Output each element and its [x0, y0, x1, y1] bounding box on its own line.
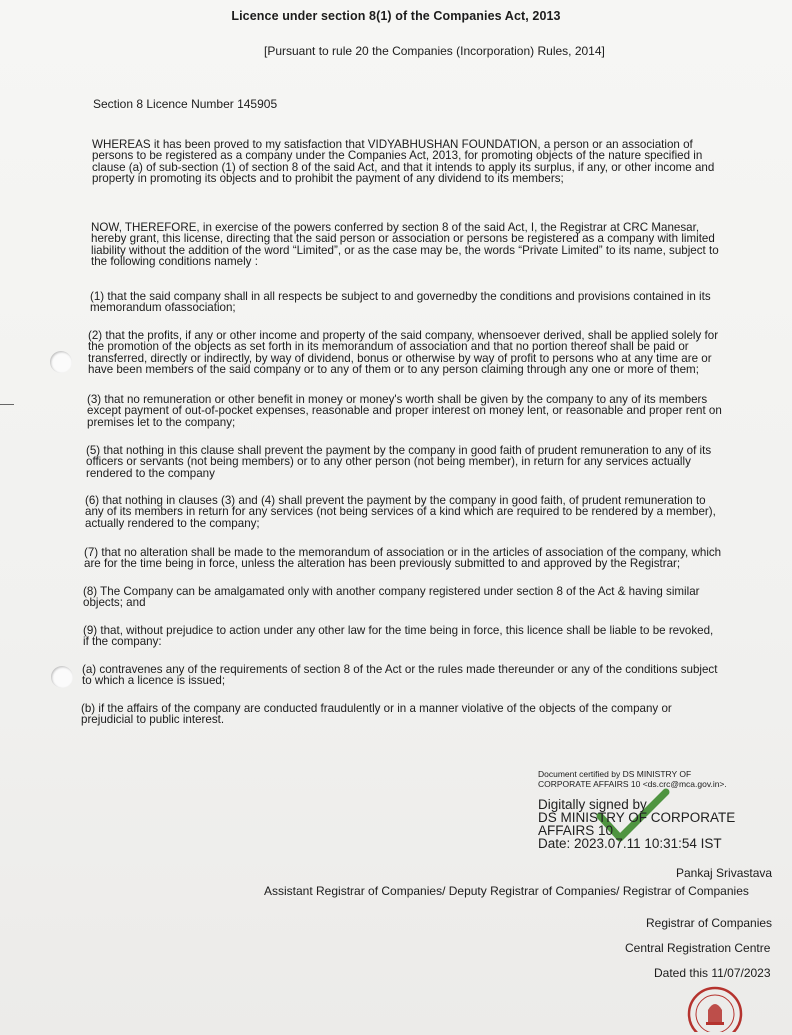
document-title: Licence under section 8(1) of the Companies Act, 2013: [231, 9, 561, 23]
condition-1: (1) that the said company shall in all respects be subject to and governedby the conditions and provisions contained in its memorandum ofassociation;: [90, 290, 711, 315]
registrar-title: Registrar of Companies: [646, 916, 773, 930]
document-subtitle: [Pursuant to rule 20 the Companies (Incorporation) Rules, 2014]: [264, 44, 605, 58]
margin-mark: [0, 404, 14, 405]
condition-a: (a) contravenes any of the requirements of section 8 of the Act or the rules made thereunder or any of the conditions subject to which a licence is issued;: [82, 663, 718, 688]
condition-6: (6) that nothing in clauses (3) and (4) shall prevent the payment by the company in good faith, of prudent remuneration to any of its members in return for any services (not being services of a kind which are required to be rendered by a member), actually rendered to the company;: [85, 494, 716, 530]
condition-5: (5) that nothing in this clause shall prevent the payment by the company in good faith of prudent remuneration to any of its officers or servants (not being members) or to any other person (not being member), in return for any services actually rendered to the company: [86, 444, 712, 480]
condition-7: (7) that no alteration shall be made to the memorandum of association or in the articles of association of the company, which are for the time being in force, unless the alteration has been previously submitted to and approved by the Registrar;: [84, 546, 722, 571]
condition-2: (2) that the profits, if any or other income and property of the said company, whensoever derived, shall be applied solely for the promotion of the objects as set forth in its memorandum of association and that no portion thereof shall be paid or transferred, directly or indirectly, by way of dividend, bonus or otherwise by way of profit to persons who at any time are or have been members of the said company or to any of them or to any person claiming through any one or more of them;: [88, 329, 719, 376]
condition-8: (8) The Company can be amalgamated only with another company registered under section 8 of the Act & having similar objects; and: [83, 585, 700, 610]
now-therefore-paragraph: NOW, THEREFORE, in exercise of the powers conferred by section 8 of the said Act, I, the Registrar at CRC Manesar, hereby grant, this license, directing that the said person or association or persons be registered as a company with limited liability without the addition of the word “Limited”, or as the case may be, the words “Private Limited” to its name, subject to the following conditions namely :: [91, 221, 719, 268]
punch-hole: [50, 351, 72, 373]
date-line: Dated this 11/07/2023: [654, 966, 771, 980]
licence-number: Section 8 Licence Number 145905: [93, 97, 278, 111]
digital-signature-block: Digitally signed by DS MINISTRY OF CORPORATE AFFAIRS 10 Date: 2023.07.11 10:31:54 IST: [538, 797, 736, 851]
emblem-seal-icon: [684, 986, 746, 1032]
certification-note: Document certified by DS MINISTRY OF CORPORATE AFFAIRS 10 <ds.crc@mca.gov.in>.: [538, 769, 727, 789]
punch-hole: [51, 666, 73, 688]
signer-role: Assistant Registrar of Companies/ Deputy Registrar of Companies/ Registrar of Companies: [264, 884, 749, 898]
signer-name: Pankaj Srivastava: [676, 866, 773, 880]
condition-9: (9) that, without prejudice to action under any other law for the time being in force, this licence shall be liable to be revoked, if the company:: [83, 624, 714, 649]
registration-centre: Central Registration Centre: [625, 941, 771, 955]
condition-b: (b) if the affairs of the company are conducted fraudulently or in a manner violative of the objects of the company or prejudicial to public interest.: [81, 702, 672, 727]
condition-3: (3) that no remuneration or other benefit in money or money's worth shall be given by the company to any of its members except payment of out-of-pocket expenses, reasonable and proper interest on money lent, or reasonable and proper rent on premises let to the company;: [87, 393, 722, 429]
whereas-paragraph: WHEREAS it has been proved to my satisfaction that VIDYABHUSHAN FOUNDATION, a person or an association of persons to be registered as a company under the Companies Act, 2013, for promoting objects of the nature specified in clause (a) of sub-section (1) of section 8 of the said Act, and that it intends to apply its surplus, if any, or other income and property in promoting its objects and to prohibit the payment of any dividend to its members;: [92, 138, 715, 185]
